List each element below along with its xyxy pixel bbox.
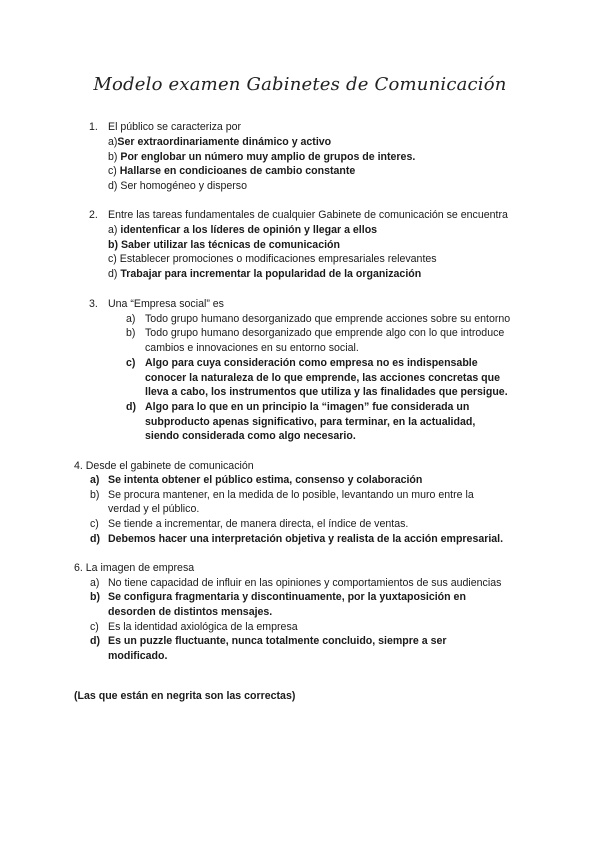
question-text: El público se caracteriza por [108, 121, 242, 133]
option-d: d) Ser homogéneo y disperso [108, 180, 247, 192]
option-d-line-2: modificado. [108, 650, 168, 662]
document-title: Modelo examen Gabinetes de Comunicación [93, 74, 507, 95]
option-c-prefix: c) [90, 518, 99, 530]
option-b-line-2: verdad y el público. [108, 503, 200, 515]
option-c-prefix: c) [126, 357, 136, 369]
option-b-prefix: b) [126, 327, 136, 339]
option-b-prefix: b) [90, 591, 100, 603]
option-c: c) Establecer promociones o modificaciones empresariales relevantes [108, 253, 437, 265]
question-number: 1. [89, 121, 98, 133]
option-d-line-2: subproducto apenas significativo, para terminar, en la actualidad, [145, 416, 476, 428]
option-b-line-1: Todo grupo humano desorganizado que emprende algo con lo que introduce [145, 327, 505, 339]
question-number: 2. [89, 209, 98, 221]
option-b-prefix: b) [90, 489, 100, 501]
option-b-line-1: Se configura fragmentaria y discontinuamente, por la yuxtaposición en [108, 591, 466, 603]
option-a-prefix: a) [90, 474, 100, 486]
option-d: Debemos hacer una interpretación objetiva y realista de la acción empresarial. [108, 533, 504, 545]
option-b-line-1: Se procura mantener, en la medida de lo posible, levantando un muro entre la [108, 489, 474, 501]
option-c-line-2: conocer la naturaleza de lo que emprende, las acciones concretas que [145, 372, 501, 384]
option-d-prefix: d) [90, 635, 100, 647]
question-text: Entre las tareas fundamentales de cualquier Gabinete de comunicación se encuentra [108, 209, 508, 221]
option-c: Es la identidad axiológica de la empresa [108, 621, 298, 633]
footer-note: (Las que están en negrita son las correctas) [74, 690, 296, 702]
option-d: d) Trabajar para incrementar la popularidad de la organización [108, 268, 422, 280]
option-b-line-2: cambios e innovaciones en su entorno social. [145, 342, 359, 354]
question-number: 3. [89, 298, 98, 310]
option-a: a) identenficar a los líderes de opinión y llegar a ellos [108, 224, 378, 236]
option-d-line-3: siendo considerada como algo necesario. [145, 430, 356, 442]
option-b: b) Saber utilizar las técnicas de comunicación [108, 239, 340, 251]
option-b: b) Por englobar un número muy amplio de grupos de interes. [108, 151, 416, 163]
option-d-line-1: Es un puzzle fluctuante, nunca totalmente concluido, siempre a ser [108, 635, 447, 647]
question-text: Una “Empresa social” es [108, 298, 224, 310]
option-a: Todo grupo humano desorganizado que emprende acciones sobre su entorno [145, 313, 511, 325]
option-d-prefix: d) [90, 533, 100, 545]
option-a: a)Ser extraordinariamente dinámico y activo [108, 136, 332, 148]
option-a-prefix: a) [126, 313, 136, 325]
option-c-line-1: Algo para cuya consideración como empresa no es indispensable [145, 357, 478, 369]
option-b-line-2: desorden de distintos mensajes. [108, 606, 273, 618]
option-c: Se tiende a incrementar, de manera directa, el índice de ventas. [108, 518, 409, 530]
question-text: 4. Desde el gabinete de comunicación [74, 460, 254, 472]
option-a: No tiene capacidad de influir en las opiniones y comportamientos de sus audiencias [108, 577, 502, 589]
option-d-line-1: Algo para lo que en un principio la “imagen” fue considerada un [145, 401, 470, 413]
option-d-prefix: d) [126, 401, 136, 413]
option-c-line-3: lleva a cabo, los instrumentos que utiliza y las finalidades que persigue. [145, 386, 508, 398]
option-a: Se intenta obtener el público estima, consenso y colaboración [108, 474, 423, 486]
option-c: c) Hallarse en condicioanes de cambio constante [108, 165, 356, 177]
option-a-prefix: a) [90, 577, 100, 589]
question-text: 6. La imagen de empresa [74, 562, 195, 574]
option-c-prefix: c) [90, 621, 99, 633]
